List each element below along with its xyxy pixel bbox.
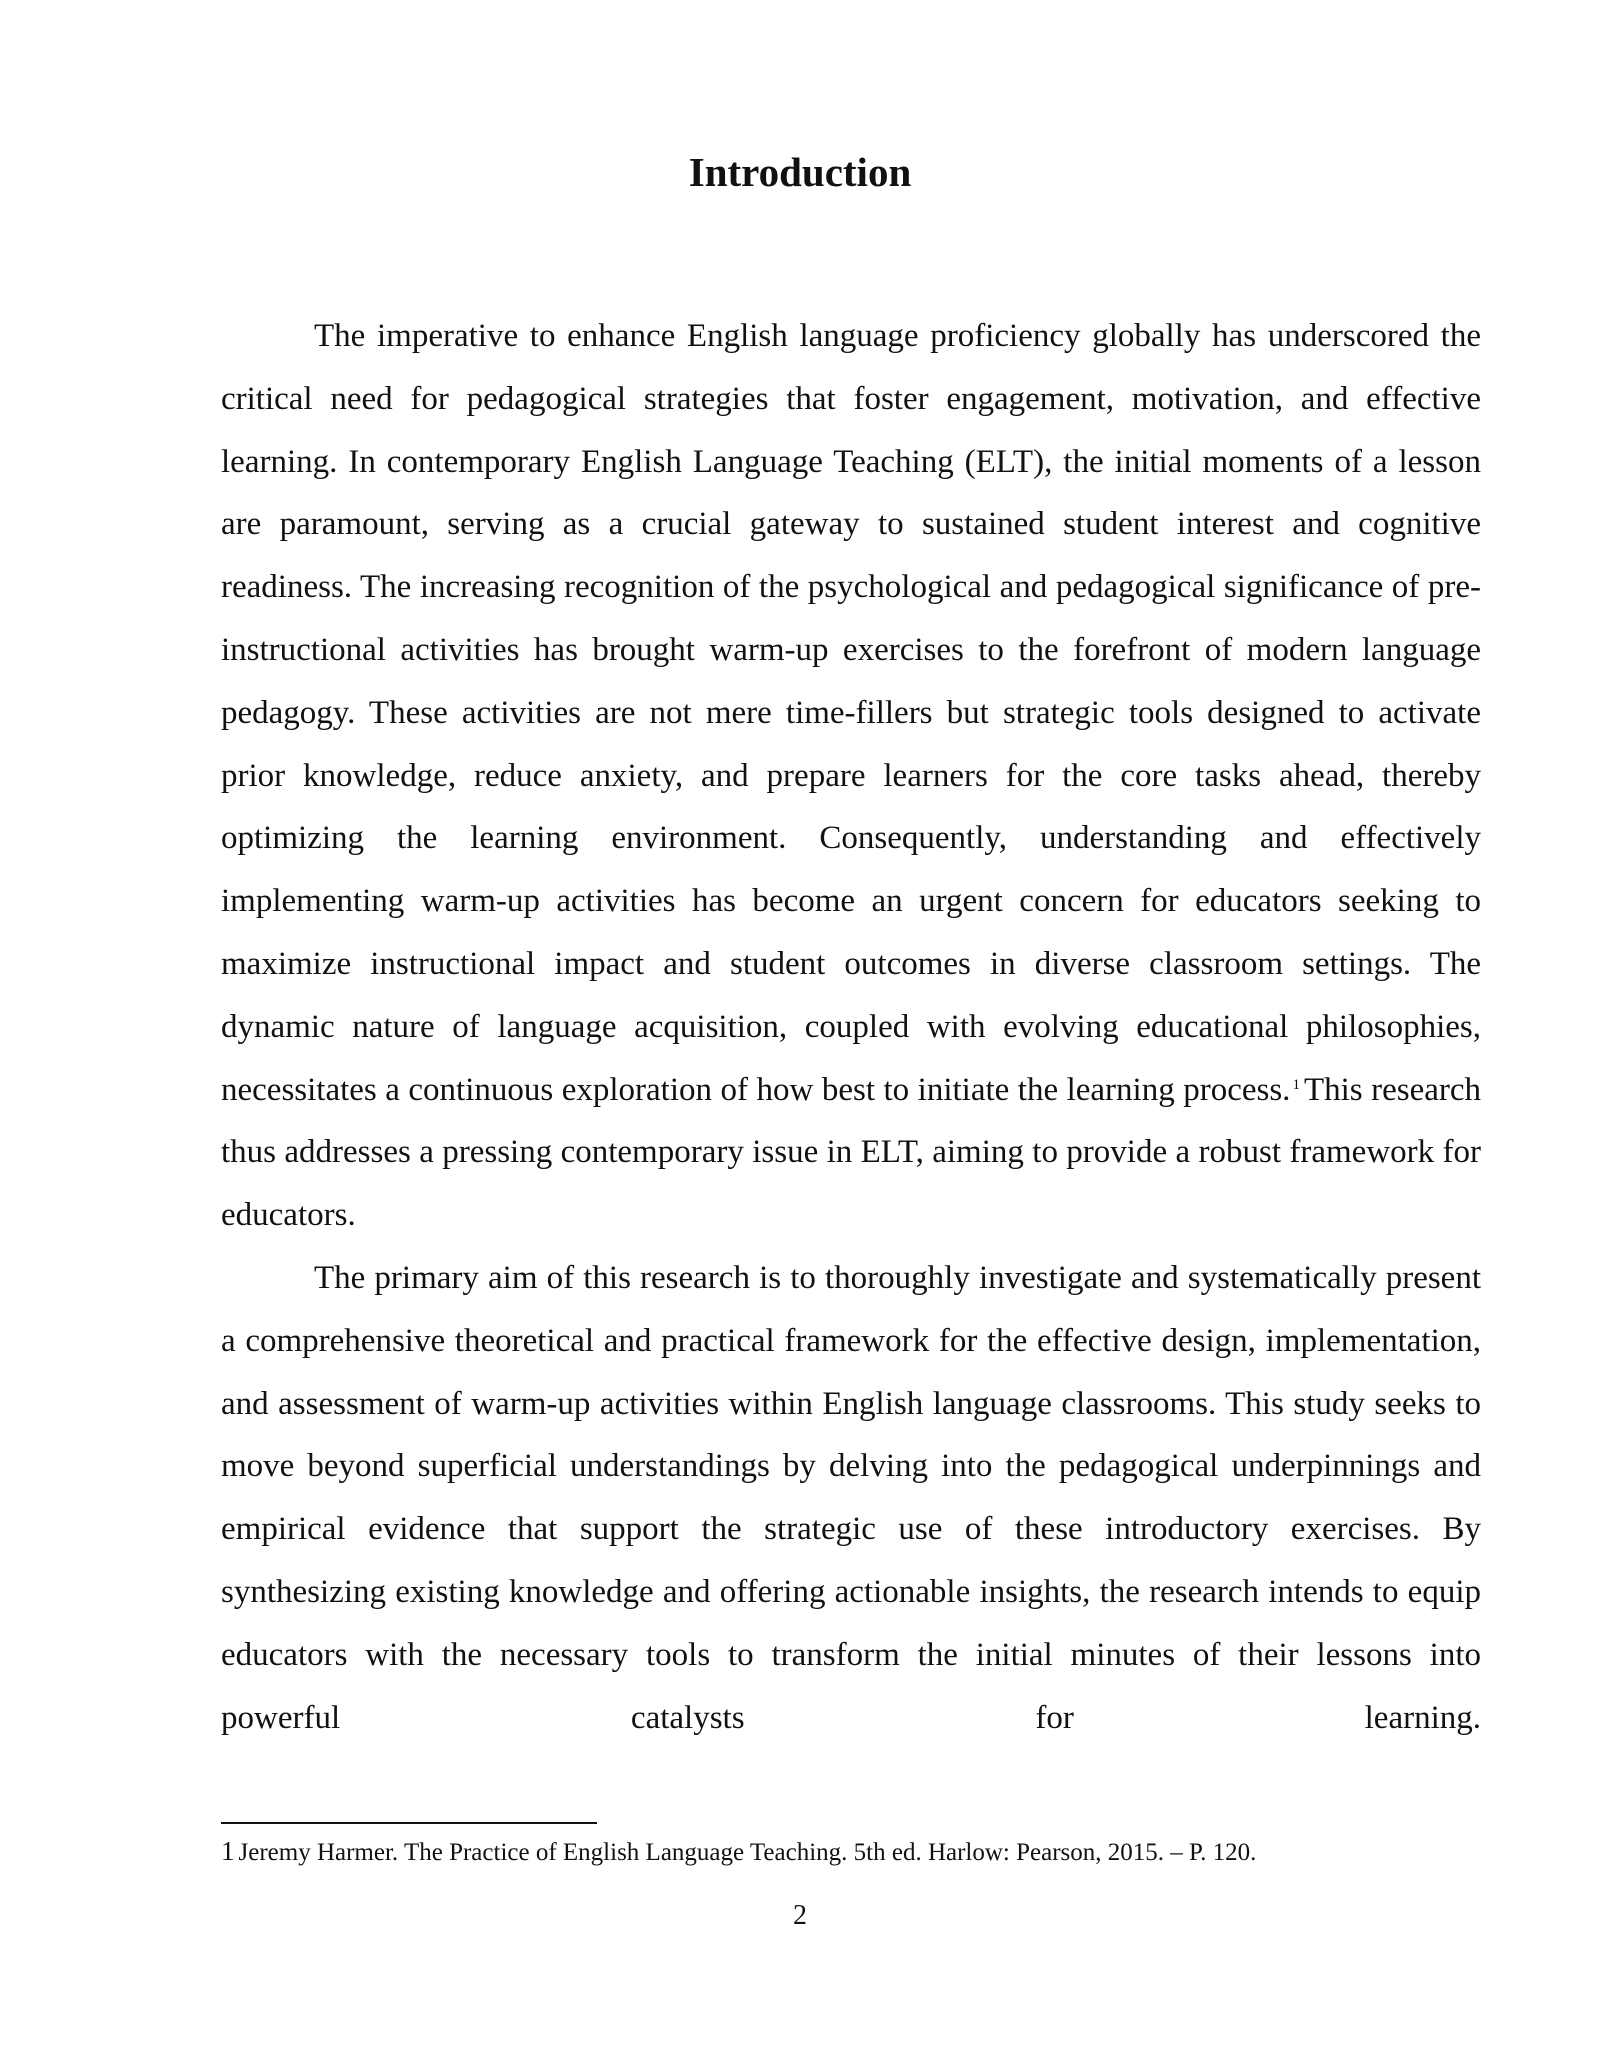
page-number: 2: [793, 1900, 807, 1931]
footnote-text: Jeremy Harmer. The Practice of English Language Teaching. 5th ed. Harlow: Pearson, 2015. – P. 120.: [238, 1839, 1257, 1866]
body-text: [221, 305, 1481, 1749]
footnote-number: 1: [221, 1836, 235, 1866]
footnote: [221, 1834, 1481, 1870]
footnote-reference[interactable]: 1: [1292, 1076, 1300, 1093]
paragraph-2: The primary aim of this research is to thoroughly investigate and systematically present a comprehensive theoretical and practical framework for the effective design, implementation, and assessment of warm-up activities within English language classrooms. This study seeks to move beyond superficial understandings by delving into the pedagogical underpinnings and empirical evidence that support the strategic use of these introductory exercises. By synthesizing existing knowledge and offering actionable insights, the research intends to equip educators with the necessary tools to transform the initial minutes of their lessons into powerful catalysts for learning.: [221, 1259, 1481, 1736]
paragraph-1-text-continued: This research thus addresses a pressing contemporary issue in ELT, aiming to provide a robust framework for educators.: [221, 1071, 1482, 1234]
paragraph-1-text: The imperative to enhance English language proficiency globally has underscored the critical need for pedagogical strategies that foster engagement, motivation, and effective learning. In contemporary English Language Teaching (ELT), the initial moments of a lesson are paramount, serving as a crucial gateway to sustained student interest and cognitive readiness. The increasing recognition of the psychological and pedagogical significance of pre-instructional activities has brought warm-up exercises to the forefront of modern language pedagogy. These activities are not mere time-fillers but strategic tools designed to activate prior knowledge, reduce anxiety, and prepare learners for the core tasks ahead, thereby optimizing the learning environment. Consequently, understanding and effectively implementing warm-up activities has become an urgent concern for educators seeking to maximize instructional impact and student outcomes in diverse classroom settings. The dynamic nature of language acquisition, coupled with evolving educational philosophies, necessitates a continuous exploration of how best to initiate the learning process.: [221, 318, 1481, 1108]
footnote-separator: [221, 1822, 597, 1824]
paragraph-1: [221, 305, 1481, 1247]
page-title: Introduction: [688, 149, 912, 195]
